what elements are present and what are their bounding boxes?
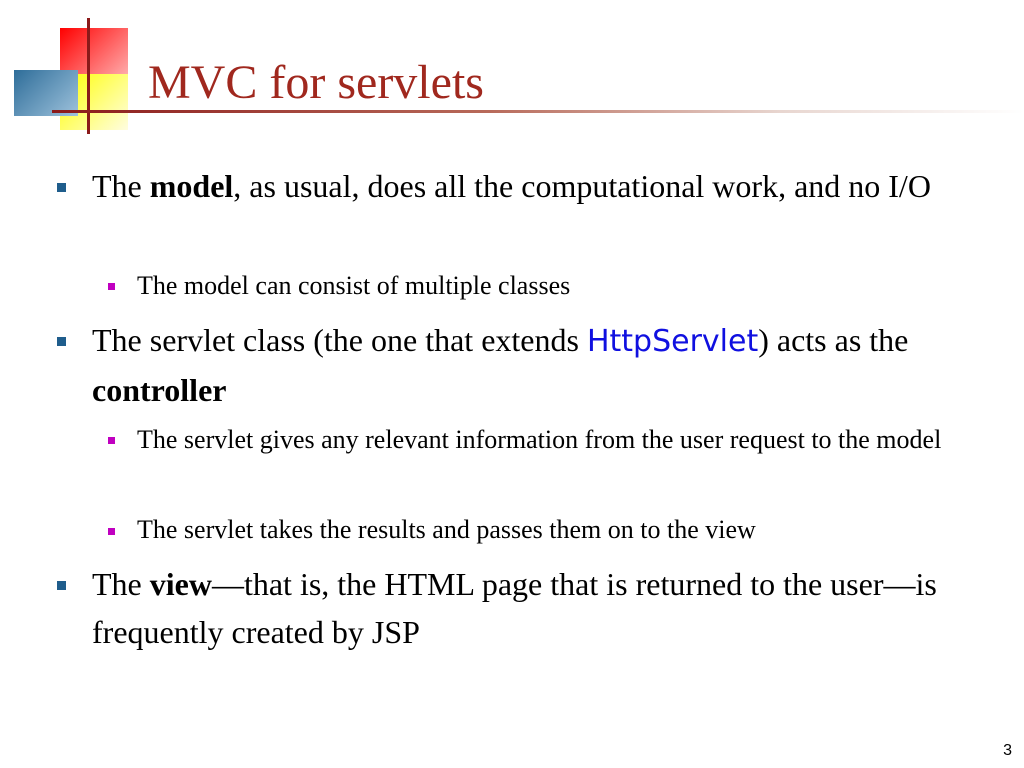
- sub-bullet-marker: [108, 528, 115, 535]
- slide-title: MVC for servlets: [148, 56, 484, 109]
- bullet-text: —that is, the HTML page that is returned to the user—is frequently created by JSP: [92, 566, 937, 650]
- bullet-item: [92, 162, 972, 210]
- sub-bullet-marker: [108, 283, 115, 290]
- sub-bullet-item: The servlet takes the results and passes them on to the view: [137, 515, 756, 544]
- bullet-marker: [57, 337, 66, 346]
- sub-bullet-marker: [108, 437, 115, 444]
- bullet-text: ) acts as the: [758, 322, 909, 358]
- bullet-text: The servlet class (the one that extends: [92, 322, 587, 358]
- page-number: 3: [1003, 742, 1012, 759]
- bullet-text: The: [92, 566, 150, 602]
- sub-bullet-item: The servlet gives any relevant information from the user request to the model: [137, 425, 942, 454]
- bullet-bold-term: controller: [92, 372, 227, 408]
- slide-logo-decoration: [0, 0, 150, 140]
- bullet-text: , as usual, does all the computational work, and no I/O: [233, 168, 931, 204]
- code-term: HttpServlet: [586, 324, 759, 359]
- bullet-bold-term: view: [149, 566, 212, 602]
- bullet-marker: [57, 581, 66, 590]
- logo-vertical-line: [87, 18, 90, 134]
- sub-bullet-item: The model can consist of multiple classes: [137, 271, 571, 300]
- bullet-marker: [57, 183, 66, 192]
- bullet-text: The: [92, 168, 150, 204]
- bullet-item: [92, 316, 972, 414]
- bullet-item: [92, 560, 972, 656]
- bullet-bold-term: model: [149, 168, 234, 204]
- title-underline: [52, 110, 1024, 113]
